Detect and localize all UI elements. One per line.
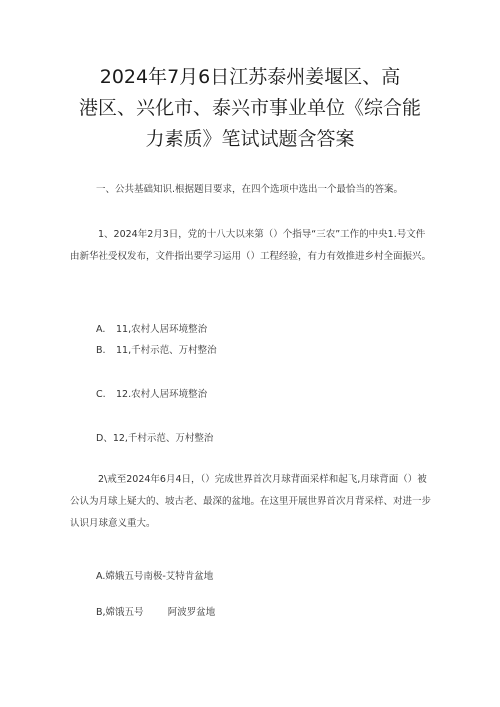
option-letter: D、: [96, 433, 113, 444]
question-1-option-b: [96, 342, 468, 356]
question-1-option-d: [96, 430, 468, 444]
option-text: 11,农村人居环境整治: [116, 324, 208, 335]
option-letter: A.: [96, 324, 106, 335]
document-title: [60, 62, 440, 155]
option-letter: B.: [96, 345, 106, 356]
title-line: 2024年7月6日江苏泰州姜堰区、高: [99, 66, 401, 88]
question-2-option-b: B,嫦饿五号 阿波罗盆地: [96, 607, 216, 618]
question-2-line: 认识月球意义重大。: [70, 518, 156, 529]
section-heading: 一、公共基础知识.根据题目要求，在四个选项中选出一个最恰当的答案。: [96, 184, 404, 195]
title-line: 港区、兴化市、泰兴市事业单位《综合能: [78, 97, 421, 119]
question-1-line: 由新华社受权发布，文件指出要学习运用（）工程经验，有力有效推进乡村全面振兴。: [70, 251, 432, 262]
question-2-text: [70, 469, 442, 535]
question-1-option-a: [96, 321, 468, 335]
option-text: 12.农村人居环境整治: [116, 389, 208, 400]
option-letter: C.: [96, 389, 106, 400]
question-1-option-c: [96, 386, 468, 400]
option-text: 12,千村示范、万村整治: [112, 433, 214, 444]
question-1-line: 1、2024年2月3日，党的十八大以来第（）个指导“三农”工作的中央1.号文件: [98, 229, 426, 240]
title-line: 力素质》笔试试题含答案: [145, 128, 355, 150]
question-1-text: [70, 224, 442, 268]
question-2-option-a: A.嫦娥五号南极-艾特肯盆地: [96, 571, 214, 582]
question-2-line: 2\戒至2024年6月4日，（）完成世界首次月球背面采样和起飞,月球背面（）被: [98, 474, 427, 485]
question-2-line: 公认为月球上疑大的、坡古老、最深的盆地。在这里开展世界首次月背采样、对进一步: [70, 496, 432, 507]
option-text: 11,千村示范、万村整治: [116, 345, 217, 356]
